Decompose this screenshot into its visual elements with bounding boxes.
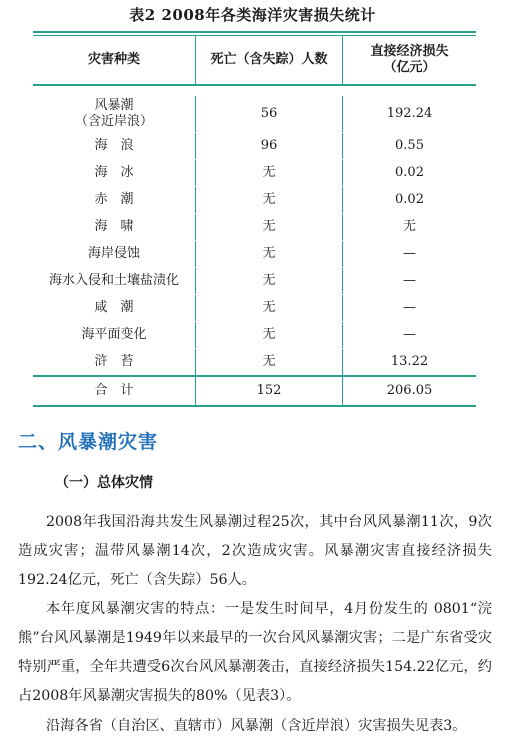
- table-row: [33, 96, 476, 133]
- cell-deaths: 无: [196, 160, 343, 186]
- cell-type: 海 浪: [33, 133, 196, 159]
- cell-type: 浒 苔: [33, 349, 196, 375]
- section-title: 二、风暴潮灾害: [18, 431, 159, 453]
- total-label: 合 计: [33, 377, 196, 405]
- header-loss-line2: （亿元）: [383, 60, 436, 75]
- cell-deaths: 无: [196, 295, 343, 321]
- cell-deaths: 无: [196, 187, 343, 213]
- cell-type: 海平面变化: [33, 322, 196, 348]
- subsection-title: （一）总体灾情: [55, 475, 153, 491]
- cell-loss: —: [403, 327, 416, 342]
- cell-loss: 0.02: [395, 192, 424, 207]
- cell-type: 赤 潮: [33, 187, 196, 213]
- total-deaths: 152: [196, 377, 343, 405]
- table-row: [33, 187, 476, 214]
- table-row: [33, 160, 476, 187]
- cell-loss: 13.22: [390, 354, 429, 369]
- cell-loss: —: [403, 300, 416, 315]
- cell-deaths: 96: [196, 133, 343, 159]
- table-row: [33, 322, 476, 349]
- cell-loss: 192.24: [386, 106, 433, 121]
- table-row: [33, 268, 476, 295]
- paragraph: 沿海各省（自治区、直辖市）风暴潮（含近岸浪）灾害损失见表3。: [46, 718, 467, 734]
- table-row: [33, 133, 476, 160]
- paragraph: 本年度风暴潮灾害的特点：一是发生时间早，4月份发生的 0801“浣熊”台风风暴潮是1949年以来最早的一次台风风暴潮灾害；二是广东省受灾特别严重，全年共遭受6次台风风暴潮袭击，直接经济损失154.22亿元，约占2008年风暴潮灾害损失的80%（见表3）。: [18, 601, 492, 704]
- cell-loss: 0.02: [395, 165, 424, 180]
- cell-type: 海 冰: [33, 160, 196, 186]
- table-row: [33, 214, 476, 241]
- disaster-loss-table: [33, 31, 476, 407]
- header-deaths: 死亡（含失踪）人数: [196, 36, 343, 84]
- table-row: [33, 349, 476, 377]
- header-loss: [343, 36, 476, 84]
- cell-deaths: 无: [196, 322, 343, 348]
- header-loss-line1: 直接经济损失: [370, 44, 449, 59]
- cell-loss: 0.55: [395, 138, 424, 153]
- cell-type-line2: （含近岸浪）: [74, 114, 153, 129]
- total-loss: 206.05: [386, 383, 433, 398]
- cell-deaths: 无: [196, 214, 343, 240]
- table-row: [33, 241, 476, 268]
- cell-deaths: 无: [196, 349, 343, 375]
- cell-deaths: 无: [196, 268, 343, 294]
- cell-deaths: 无: [196, 241, 343, 267]
- cell-type: 咸 潮: [33, 295, 196, 321]
- table-row: [33, 295, 476, 322]
- cell-loss: 无: [402, 219, 416, 234]
- header-type: 灾害种类: [33, 36, 196, 84]
- table-header-row: [33, 36, 476, 86]
- cell-type-line1: 风暴潮: [94, 98, 134, 113]
- cell-type: 海 啸: [33, 214, 196, 240]
- paragraph: 2008年我国沿海共发生风暴潮过程25次，其中台风风暴潮11次，9次造成灾害；温带风暴潮14次，2次造成灾害。风暴潮灾害直接经济损失192.24亿元，死亡（含失踪）56人。: [18, 514, 492, 588]
- cell-type: [33, 96, 196, 132]
- cell-loss: —: [403, 246, 416, 261]
- cell-type: 海岸侵蚀: [33, 241, 196, 267]
- cell-type: 海水入侵和土壤盐渍化: [33, 268, 196, 294]
- table-caption: 表2 2008年各类海洋灾害损失统计: [129, 6, 376, 24]
- table-total-row: [33, 377, 476, 407]
- cell-deaths: 56: [196, 96, 343, 132]
- cell-loss: —: [403, 273, 416, 288]
